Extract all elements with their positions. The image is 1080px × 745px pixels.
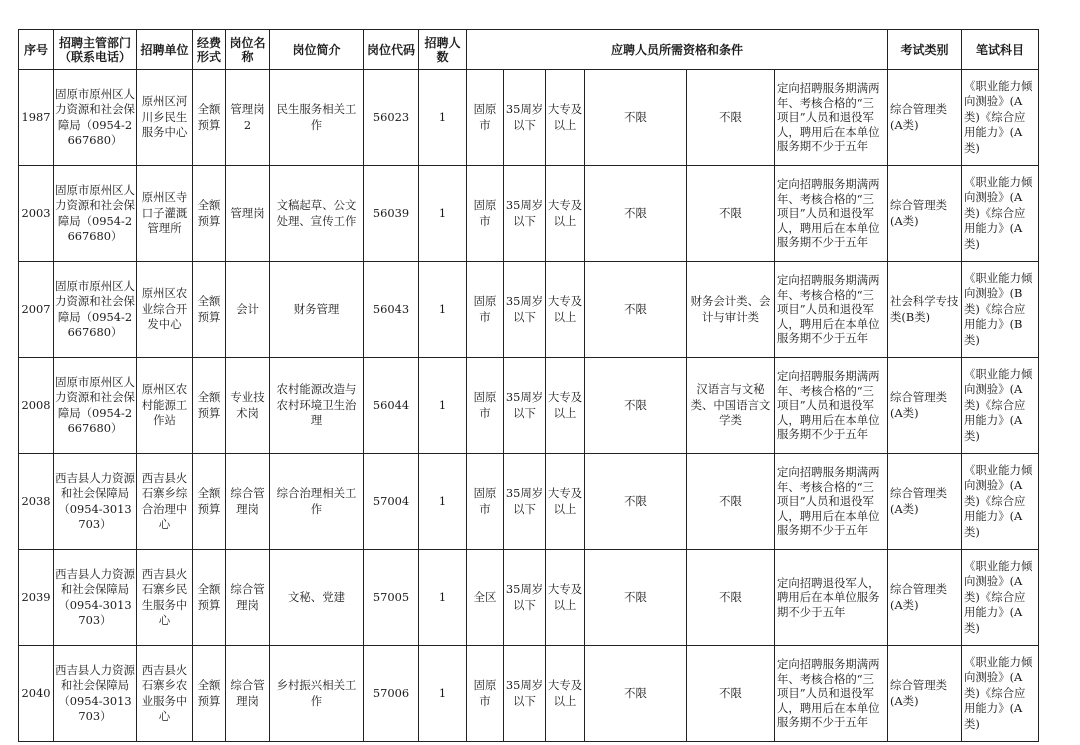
header-unit: 招聘单位 [137,30,193,70]
cell-subject: 《职业能力倾向测验》(A类)《综合应用能力》(A类) [962,166,1039,262]
cell-unit: 原州区河川乡民生服务中心 [137,70,193,166]
cell-dept: 固原市原州区人力资源和社会保障局（0954-2667680） [54,262,137,358]
cell-position: 管理岗2 [226,70,270,166]
cell-position: 管理岗 [226,166,270,262]
cell-fund: 全额预算 [193,262,226,358]
cell-code: 57004 [364,454,419,550]
cell-requirement-1: 不限 [585,262,687,358]
cell-description: 文稿起草、公文处理、宣传工作 [270,166,364,262]
cell-requirement-1: 不限 [585,358,687,454]
cell-position: 综合管理岗 [226,550,270,646]
recruitment-table [18,29,1039,742]
cell-education: 大专及以上 [546,166,585,262]
cell-other-conditions: 定向招聘服务期满两年、考核合格的“三项目”人员和退役军人，聘用后在本单位服务期不少于五年 [775,70,888,166]
cell-fund: 全额预算 [193,358,226,454]
cell-fund: 全额预算 [193,550,226,646]
cell-position: 综合管理岗 [226,646,270,742]
cell-description: 农村能源改造与农村环境卫生治理 [270,358,364,454]
cell-dept: 西吉县人力资源和社会保障局（0954-3013703） [54,646,137,742]
cell-major: 财务会计类、会计与审计类 [687,262,775,358]
cell-description: 综合治理相关工作 [270,454,364,550]
header-subject: 笔试科目 [962,30,1039,70]
cell-major: 不限 [687,550,775,646]
cell-count: 1 [419,550,467,646]
cell-code: 57006 [364,646,419,742]
cell-unit: 西吉县火石寨乡民生服务中心 [137,550,193,646]
cell-description: 财务管理 [270,262,364,358]
header-requirements: 应聘人员所需资格和条件 [467,30,888,70]
cell-position: 综合管理岗 [226,454,270,550]
cell-position: 会计 [226,262,270,358]
cell-education: 大专及以上 [546,646,585,742]
cell-exam-type: 社会科学专技类(B类) [888,262,962,358]
cell-other-conditions: 定向招聘服务期满两年、考核合格的“三项目”人员和退役军人，聘用后在本单位服务期不少于五年 [775,166,888,262]
cell-age: 35周岁以下 [504,454,546,550]
cell-other-conditions: 定向招聘退役军人，聘用后在本单位服务期不少于五年 [775,550,888,646]
cell-area: 固原市 [467,70,504,166]
cell-area: 固原市 [467,454,504,550]
cell-exam-type: 综合管理类(A类) [888,166,962,262]
cell-count: 1 [419,70,467,166]
cell-education: 大专及以上 [546,454,585,550]
cell-age: 35周岁以下 [504,646,546,742]
cell-area: 固原市 [467,166,504,262]
cell-area: 全区 [467,550,504,646]
cell-dept: 固原市原州区人力资源和社会保障局（0954-2667680） [54,70,137,166]
table-row [19,454,1039,550]
cell-age: 35周岁以下 [504,550,546,646]
cell-unit: 西吉县火石寨乡农业服务中心 [137,646,193,742]
header-fund: 经费形式 [193,30,226,70]
table-row [19,70,1039,166]
cell-requirement-1: 不限 [585,454,687,550]
cell-code: 56044 [364,358,419,454]
cell-count: 1 [419,454,467,550]
cell-major: 不限 [687,70,775,166]
cell-dept: 西吉县人力资源和社会保障局（0954-3013703） [54,550,137,646]
header-code: 岗位代码 [364,30,419,70]
cell-major: 汉语言与文秘类、中国语言文学类 [687,358,775,454]
cell-position: 专业技术岗 [226,358,270,454]
header-position: 岗位名称 [226,30,270,70]
cell-code: 57005 [364,550,419,646]
cell-description: 民生服务相关工作 [270,70,364,166]
cell-other-conditions: 定向招聘服务期满两年、考核合格的“三项目”人员和退役军人，聘用后在本单位服务期不少于五年 [775,646,888,742]
cell-exam-type: 综合管理类(A类) [888,358,962,454]
cell-fund: 全额预算 [193,70,226,166]
cell-dept: 固原市原州区人力资源和社会保障局（0954-2667680） [54,358,137,454]
cell-seq: 2008 [19,358,54,454]
cell-code: 56039 [364,166,419,262]
cell-unit: 原州区农业综合开发中心 [137,262,193,358]
cell-requirement-1: 不限 [585,550,687,646]
cell-major: 不限 [687,646,775,742]
cell-education: 大专及以上 [546,262,585,358]
cell-count: 1 [419,262,467,358]
cell-count: 1 [419,358,467,454]
cell-seq: 1987 [19,70,54,166]
cell-seq: 2040 [19,646,54,742]
header-count: 招聘人数 [419,30,467,70]
header-exam: 考试类别 [888,30,962,70]
table-row [19,646,1039,742]
header-description: 岗位简介 [270,30,364,70]
cell-seq: 2038 [19,454,54,550]
cell-unit: 原州区农村能源工作站 [137,358,193,454]
cell-seq: 2003 [19,166,54,262]
cell-age: 35周岁以下 [504,70,546,166]
cell-fund: 全额预算 [193,166,226,262]
cell-subject: 《职业能力倾向测验》(A类)《综合应用能力》(A类) [962,358,1039,454]
cell-count: 1 [419,166,467,262]
cell-unit: 原州区寺口子灌溉管理所 [137,166,193,262]
cell-subject: 《职业能力倾向测验》(A类)《综合应用能力》(A类) [962,70,1039,166]
table-row [19,262,1039,358]
recruitment-table-sheet [18,29,1039,742]
cell-age: 35周岁以下 [504,166,546,262]
cell-fund: 全额预算 [193,454,226,550]
cell-count: 1 [419,646,467,742]
cell-subject: 《职业能力倾向测验》(B类)《综合应用能力》(B类) [962,262,1039,358]
cell-subject: 《职业能力倾向测验》(A类)《综合应用能力》(A类) [962,646,1039,742]
cell-other-conditions: 定向招聘服务期满两年、考核合格的“三项目”人员和退役军人，聘用后在本单位服务期不少于五年 [775,262,888,358]
cell-area: 固原市 [467,358,504,454]
cell-education: 大专及以上 [546,358,585,454]
cell-subject: 《职业能力倾向测验》(A类)《综合应用能力》(A类) [962,550,1039,646]
cell-area: 固原市 [467,262,504,358]
cell-unit: 西吉县火石寨乡综合治理中心 [137,454,193,550]
table-row [19,166,1039,262]
cell-code: 56043 [364,262,419,358]
cell-exam-type: 综合管理类(A类) [888,646,962,742]
cell-exam-type: 综合管理类(A类) [888,454,962,550]
cell-requirement-1: 不限 [585,166,687,262]
cell-major: 不限 [687,166,775,262]
cell-subject: 《职业能力倾向测验》(A类)《综合应用能力》(A类) [962,454,1039,550]
cell-age: 35周岁以下 [504,262,546,358]
cell-seq: 2039 [19,550,54,646]
cell-dept: 固原市原州区人力资源和社会保障局（0954-2667680） [54,166,137,262]
cell-education: 大专及以上 [546,70,585,166]
cell-seq: 2007 [19,262,54,358]
cell-area: 固原市 [467,646,504,742]
cell-other-conditions: 定向招聘服务期满两年、考核合格的“三项目”人员和退役军人，聘用后在本单位服务期不少于五年 [775,454,888,550]
cell-requirement-1: 不限 [585,646,687,742]
cell-description: 文秘、党建 [270,550,364,646]
cell-age: 35周岁以下 [504,358,546,454]
header-seq: 序号 [19,30,54,70]
cell-exam-type: 综合管理类(A类) [888,550,962,646]
cell-education: 大专及以上 [546,550,585,646]
table-header-row [19,30,1039,70]
cell-description: 乡村振兴相关工作 [270,646,364,742]
cell-requirement-1: 不限 [585,70,687,166]
cell-code: 56023 [364,70,419,166]
cell-major: 不限 [687,454,775,550]
header-dept: 招聘主管部门（联系电话） [54,30,137,70]
cell-exam-type: 综合管理类(A类) [888,70,962,166]
cell-other-conditions: 定向招聘服务期满两年、考核合格的“三项目”人员和退役军人，聘用后在本单位服务期不少于五年 [775,358,888,454]
cell-fund: 全额预算 [193,646,226,742]
table-row [19,358,1039,454]
table-row [19,550,1039,646]
cell-dept: 西吉县人力资源和社会保障局（0954-3013703） [54,454,137,550]
